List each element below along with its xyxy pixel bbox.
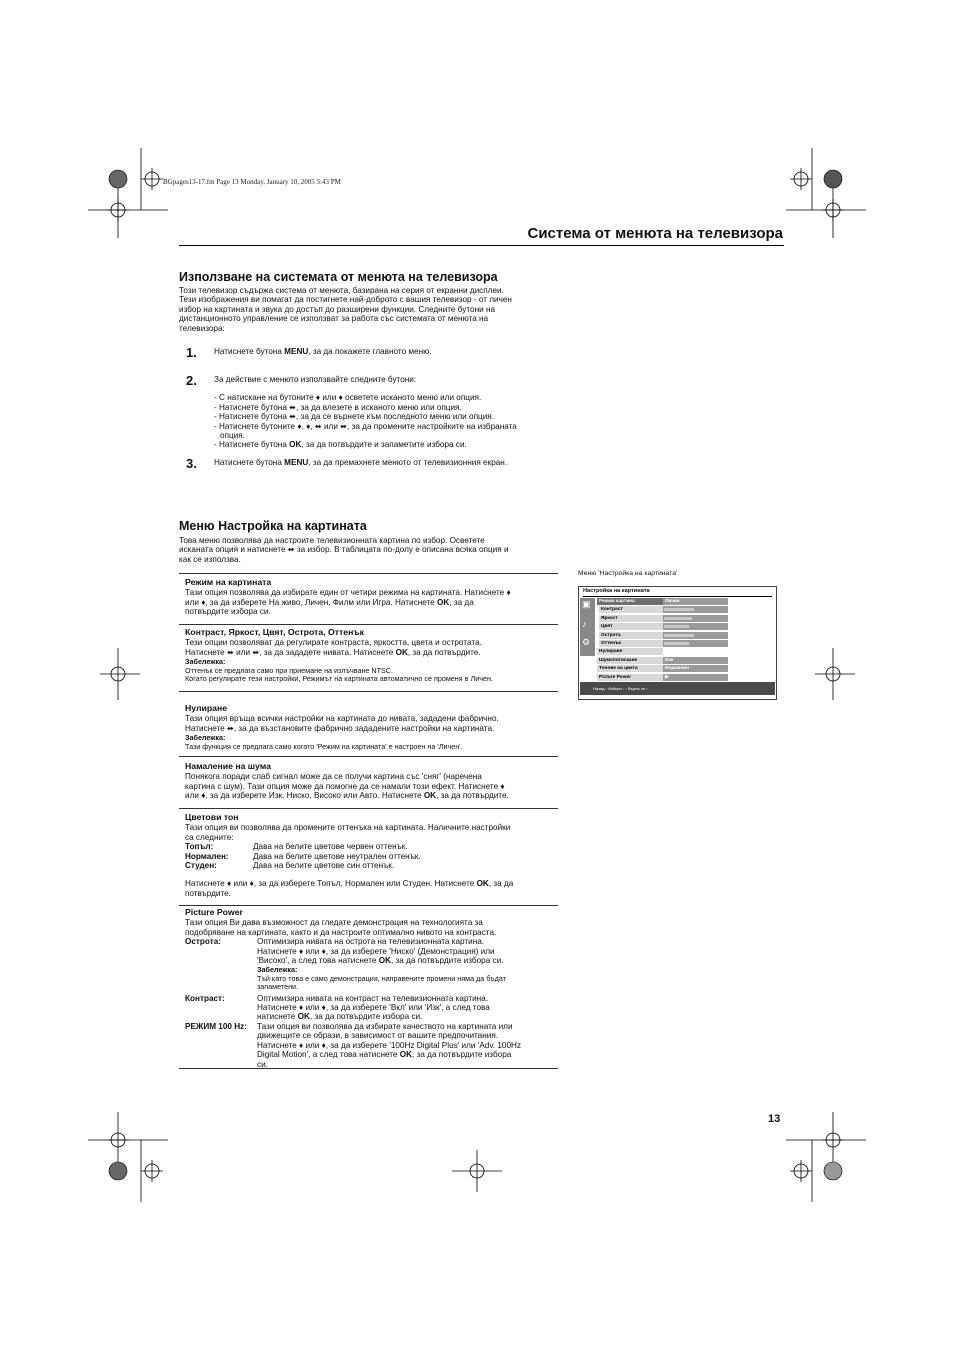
bullet-cont: опция.	[220, 431, 245, 441]
row-line: подобряване на картината, както и да настроите оптимално нивото на контраста.	[185, 927, 497, 937]
text: натиснете	[257, 1012, 298, 1022]
note-label: Забележка:	[185, 657, 226, 667]
text: , за да премахнете менюто от телевизионния екран.	[308, 458, 508, 467]
note-label: Забележка:	[185, 733, 226, 743]
table-row-color-tone	[179, 813, 558, 906]
menu-row-value: ▶	[663, 674, 728, 681]
menu-key: MENU	[284, 458, 309, 467]
desc-line	[257, 1050, 558, 1059]
menu-row-value: Нормален	[663, 665, 728, 672]
row-line: потвърдите.	[185, 888, 231, 898]
option-desc	[257, 937, 558, 991]
menu-title-rule	[583, 596, 772, 597]
menu-key: MENU	[284, 347, 309, 356]
title-rule	[179, 245, 784, 246]
row-title: Нулиране	[185, 703, 228, 713]
desc-line: Оптимизира нивата на контраст на телевизионната картина.	[257, 993, 489, 1003]
menu-row-label: Режим картина	[597, 598, 663, 605]
bullet: - Натиснете бутоните ♦, ♦, ⬌ или ⬌, за да промените настройките на избраната	[214, 421, 517, 431]
text: , за да потвърдите избора си.	[390, 956, 504, 966]
row-line	[185, 879, 558, 888]
text: , за да потвърдите.	[407, 647, 481, 657]
option-term: Контраст:	[185, 993, 225, 1003]
text: , за да потвърдите и запаметите избора си.	[301, 440, 467, 450]
menu-image-caption: Меню 'Настройка на картината'	[578, 570, 678, 577]
option-desc	[257, 994, 558, 1022]
menu-row-level-bar	[664, 608, 694, 611]
print-header-note: BGpages13-17.fm Page 13 Monday, January 10, 2005 5:43 PM	[163, 178, 341, 186]
text: , за да	[449, 597, 474, 607]
menu-title: Настройка на картината	[583, 588, 650, 594]
menu-footer-items: Назад ▫ Избери ▫ ▫ Върни се ▫	[593, 686, 648, 691]
section2-heading: Меню Настройка на картината	[179, 519, 367, 533]
row-title: Намаление на шума	[185, 761, 271, 771]
section2-intro	[179, 536, 569, 564]
select-hint: Избери	[608, 686, 622, 691]
desc-line: движещите се образи, в зависимост от вашите предпочитания.	[257, 1031, 499, 1041]
note-text: Тъй като това е само демонстрация, направените промени няма да бъдат	[257, 973, 506, 983]
option-desc	[257, 1022, 558, 1069]
ok-key: OK	[423, 791, 437, 801]
table-row-picture-power	[179, 908, 558, 1069]
sound-icon: ♪	[582, 619, 587, 629]
menu-row-level-bar	[664, 634, 694, 637]
desc-line: Натиснете ♦ или ♦, за да изберете 'Вкл' или 'Изк', а след това	[257, 1003, 490, 1013]
option-term: Студен:	[185, 861, 217, 871]
menu-row-level-bar	[664, 625, 689, 628]
table-row-contrast	[179, 628, 558, 692]
step-3-text	[214, 458, 507, 467]
table-row-reset	[179, 704, 558, 757]
section1-heading: Използване на системата от менюта на телевизора	[179, 270, 498, 284]
row-line: Тази опция ви позволява да промените оттенъка на картината. Наличните настройки	[185, 823, 511, 833]
step-2-number: 2.	[186, 373, 197, 388]
ok-key: OK	[476, 879, 489, 889]
intro-line: Този телевизор съдържа система от менюта, базирана на серия от екранни дисплеи.	[179, 286, 504, 295]
note-label: Забележка:	[257, 965, 298, 975]
menu-row-label: Нулиране	[597, 648, 663, 655]
row-line: картина с шум). Тази опция може да помогне да се намали този ефект. Натиснете ♦	[185, 781, 505, 791]
note-text: Тази функция се предлага само когато 'Режим на картината' е настроен на 'Личен'.	[185, 741, 463, 751]
text: или ♦, за да изберете Изк, Ниско, Високо или Авто. Натиснете	[185, 791, 424, 801]
option-term: Топъл:	[185, 842, 214, 852]
text: , за да потвърдите избора си.	[309, 1012, 423, 1022]
row-line	[185, 598, 558, 607]
option-term: Острота:	[185, 937, 222, 947]
ok-key: OK	[378, 956, 391, 966]
intro-line: исканата опция и натиснете ⬌ за избор. В таблицата по-долу е описана всяка опция и	[179, 545, 509, 555]
tone-options	[185, 842, 558, 870]
row-line: Понякога поради слаб сигнал може да се получи картина със 'сняг' (наречена	[185, 772, 482, 782]
bullet	[214, 440, 517, 449]
row-title: Picture Power	[185, 907, 243, 917]
text: Digital Motion', а след това натиснете	[257, 1050, 400, 1060]
row-title: Контраст, Яркост, Цвят, Острота, Оттенък	[185, 627, 364, 637]
bullet: - Натиснете бутона ⬌, за да се върнете към последното меню или опция.	[214, 412, 494, 422]
page-title: Система от менюта на телевизора	[527, 225, 783, 242]
menu-row-label: Шумопотискане	[597, 657, 663, 664]
option-desc: Дава на белите цветове син оттенък.	[253, 861, 395, 871]
back-hint: Назад	[593, 686, 605, 691]
intro-line: телевизора:	[179, 323, 225, 333]
ok-key: OK	[399, 1050, 413, 1060]
desc-line	[257, 956, 558, 965]
row-line: потвърдите избора си.	[185, 607, 271, 617]
intro-line: избор на картината и звука до достъп до разширени функции. Следните бутони на	[179, 304, 496, 314]
row-title: Цветови тон	[185, 812, 239, 822]
text: - Натиснете бутона	[214, 440, 290, 450]
row-line: Натиснете ⬌, за да възстановите фабрично зададените настройки на картината.	[185, 723, 495, 733]
menu-row-label: Яркост	[599, 615, 665, 622]
option-term: РЕЖИМ 100 Hz:	[185, 1021, 247, 1031]
desc-line: си.	[257, 1059, 268, 1069]
menu-row-level-bar	[664, 617, 692, 620]
return-hint: Върни се	[627, 686, 646, 691]
menu-row-label: Тонове на цвета	[597, 665, 663, 672]
row-title: Режим на картината	[185, 577, 272, 587]
row-line	[185, 791, 558, 800]
bullet: - Натиснете бутона ⬌, за да влезете в исканото меню или опция.	[214, 402, 462, 412]
power-options	[185, 937, 558, 1069]
desc-line: Оптимизира нивата на острота на телевизионната картина.	[257, 937, 485, 947]
note-text: запаметени.	[257, 982, 299, 992]
row-line	[185, 648, 558, 657]
bullet: - С натискане на бутоните ♦ или ♦ осветете исканото меню или опция.	[214, 393, 482, 403]
step-1-text	[214, 347, 432, 356]
intro-line: Това меню позволява да настроите телевизионната картина по избор. Осветете	[179, 536, 485, 545]
intro-line: дистанционното управление се използват за работа със системата от менюта на	[179, 314, 489, 324]
table-top-rule	[179, 573, 558, 574]
page-number: 13	[768, 1113, 781, 1125]
text: , за да покажете главното меню.	[308, 347, 432, 356]
text: Натиснете бутона	[214, 347, 285, 356]
section1-intro	[179, 286, 569, 333]
row-line: Тази опция връща всички настройки на картината до нивата, зададени фабрично.	[185, 714, 499, 724]
menu-screenshot	[578, 586, 777, 700]
menu-row-label: Picture Power	[597, 674, 663, 681]
ok-key: OK	[289, 440, 302, 450]
menu-row-value	[663, 648, 728, 655]
text: Натиснете ♦ или ♦, за да изберете Топъл, Нормален или Студен. Натиснете	[185, 879, 477, 889]
ok-key: OK	[297, 1012, 310, 1022]
step-3-number: 3.	[186, 456, 197, 471]
picture-icon: ▣	[582, 599, 591, 609]
ok-key: OK	[437, 597, 450, 607]
menu-row-label: Острота	[599, 632, 665, 639]
desc-line	[257, 1012, 558, 1021]
menu-row-value: Изк	[663, 657, 728, 664]
step-1-number: 1.	[186, 345, 197, 360]
desc-line: Натиснете ♦ или ♦, за да изберете 'Ниско' (Демонстрация) или	[257, 946, 495, 956]
menu-row-label: Оттенък	[599, 640, 665, 647]
table-row-noise	[179, 762, 558, 809]
row-line: Тези опции позволяват да регулирате контраста, яркостта, цвета и остротата.	[185, 638, 482, 648]
option-desc: Дава на белите цветове неутрален оттенък.	[253, 851, 421, 861]
text: Натиснете бутона	[214, 458, 285, 467]
row-line: Тази опция Ви дава възможност да гледате демонстрация на технологията за	[185, 918, 483, 928]
menu-row-level-bar	[664, 642, 689, 645]
menu-row-label: Цвят	[599, 623, 665, 630]
option-desc: Дава на белите цветове червен оттенък.	[253, 842, 408, 852]
text: , за да потвърдите.	[436, 791, 509, 801]
table-row-picture-mode	[179, 578, 558, 625]
text: , за да	[488, 879, 514, 889]
note-text: Когато регулирате тези настройки, Режимът на картината автоматично се променя в Личен.	[185, 674, 493, 684]
menu-row-label: Контраст	[599, 606, 665, 613]
intro-line: как се използва.	[179, 554, 241, 564]
step-2-text	[214, 375, 517, 450]
option-term: Нормален:	[185, 851, 229, 861]
text: , за да потвърдите избора	[412, 1050, 512, 1060]
row-line: са следните:	[185, 832, 234, 842]
setup-icon: ⚙	[582, 637, 591, 647]
desc-line: Тази опция ви позволява да избирате качеството на картината или	[257, 1021, 513, 1031]
text: Натиснете ⬌ или ⬌, за да зададете нивата. Натиснете	[185, 647, 396, 657]
note-text: Оттенък се предлага само при приемане на излъчване NTSC.	[185, 665, 393, 675]
text: За действие с менюто използвайте следните бутони:	[214, 375, 417, 384]
desc-line: Натиснете ♦ или ♦, за да изберете '100Hz Digital Plus' или 'Adv. 100Hz	[257, 1040, 522, 1050]
text: или ♦, за да изберете На живо, Личен, Филм или Игра. Натиснете	[185, 597, 438, 607]
row-line: Тази опция позволява да избирате един от четири режима на картината. Натиснете ♦	[185, 588, 511, 598]
text: 'Високо', а след това натиснете	[257, 956, 379, 966]
ok-key: OK	[395, 647, 408, 657]
intro-line: Тези изображения ви помагат да постигнете най-доброто с вашия телевизор - от личен	[179, 295, 512, 305]
menu-row-value: Личен	[663, 598, 728, 605]
